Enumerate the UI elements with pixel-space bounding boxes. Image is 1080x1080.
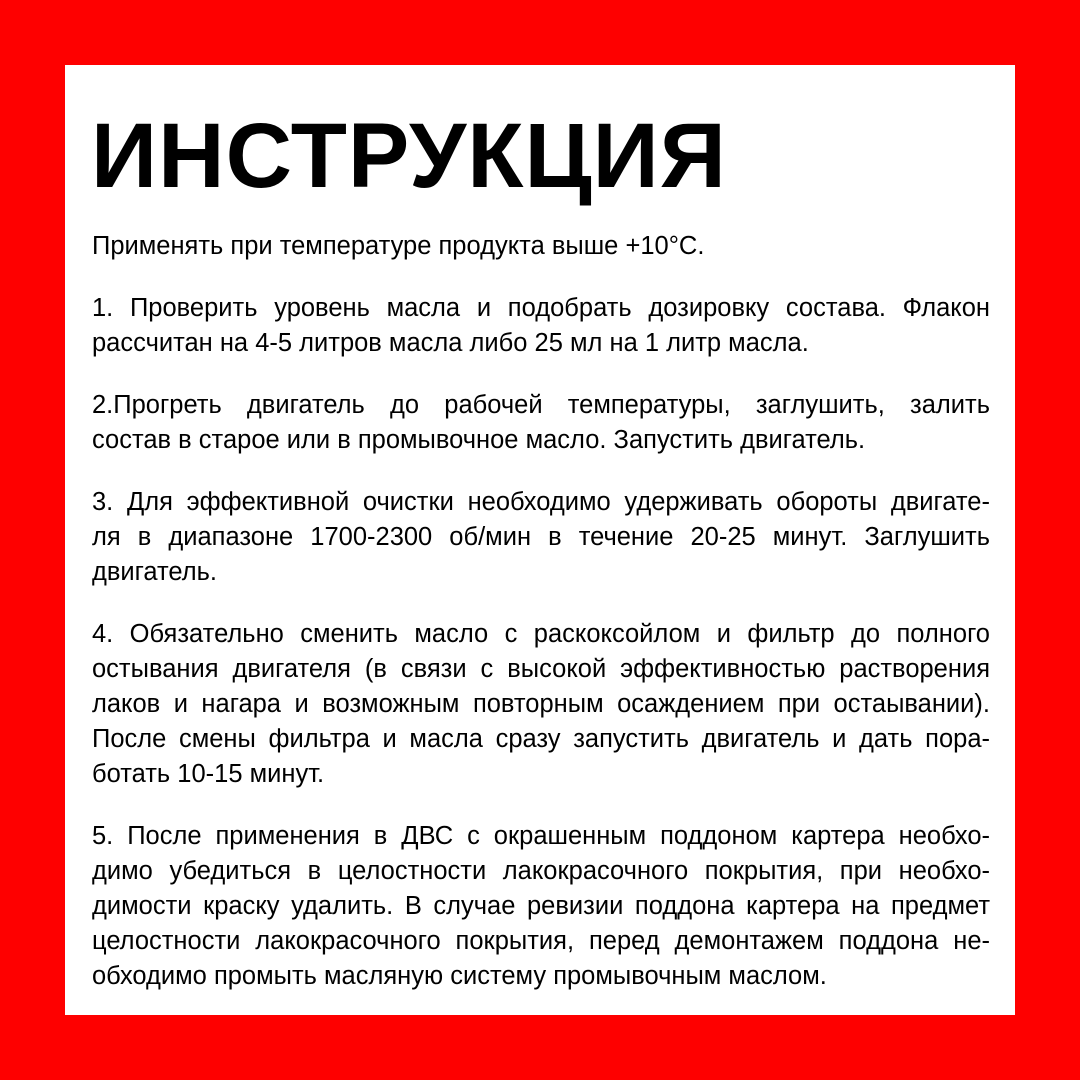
instruction-paragraph [92,229,990,264]
instruction-body [92,229,990,1021]
instruction-paragraph [92,291,990,361]
instruction-paragraph [92,388,990,458]
paragraph-line: димости краску удалить. В случае ревизии поддона картера на предмет [92,892,990,920]
paragraph-line: обходимо промыть масляную систему промывочным маслом. [92,962,827,990]
paragraph-line: 2.Прогреть двигатель до рабочей температуры, заглушить, залить [92,391,990,419]
instruction-card [65,65,1015,1015]
paragraph-line: 1. Проверить уровень масла и подобрать дозировку состава. Флакон [92,294,990,322]
paragraph-line: двигатель. [92,558,218,586]
paragraph-line: димо убедиться в целостности лакокрасочного покрытия, при необхо- [92,857,990,885]
page-title: ИНСТРУКЦИЯ [91,105,727,207]
paragraph-line: остывания двигателя (в связи с высокой эффективностью растворения [92,655,990,683]
paragraph-line: лаков и нагара и возможным повторным осаждением при остаывании). [92,690,990,718]
paragraph-line: ля в диапазоне 1700-2300 об/мин в течение 20-25 минут. Заглушить [92,523,990,551]
paragraph-line: После смены фильтра и масла сразу запустить двигатель и дать пора- [92,725,990,753]
paragraph-line: Применять при температуре продукта выше +10°C. [92,232,705,260]
paragraph-line: рассчитан на 4-5 литров масла либо 25 мл на 1 литр масла. [92,329,809,357]
paragraph-line: 5. После применения в ДВС с окрашенным поддоном картера необхо- [92,822,990,850]
paragraph-line: 3. Для эффективной очистки необходимо удерживать обороты двигате- [92,488,990,516]
paragraph-line: состав в старое или в промывочное масло. Запустить двигатель. [92,426,866,454]
instruction-paragraph [92,819,990,994]
instruction-paragraph [92,617,990,792]
paragraph-line: целостности лакокрасочного покрытия, перед демонтажем поддона не- [92,927,990,955]
instruction-paragraph [92,485,990,590]
paragraph-line: ботать 10-15 минут. [92,760,325,788]
paragraph-line: 4. Обязательно сменить масло с раскоксойлом и фильтр до полного [92,620,990,648]
